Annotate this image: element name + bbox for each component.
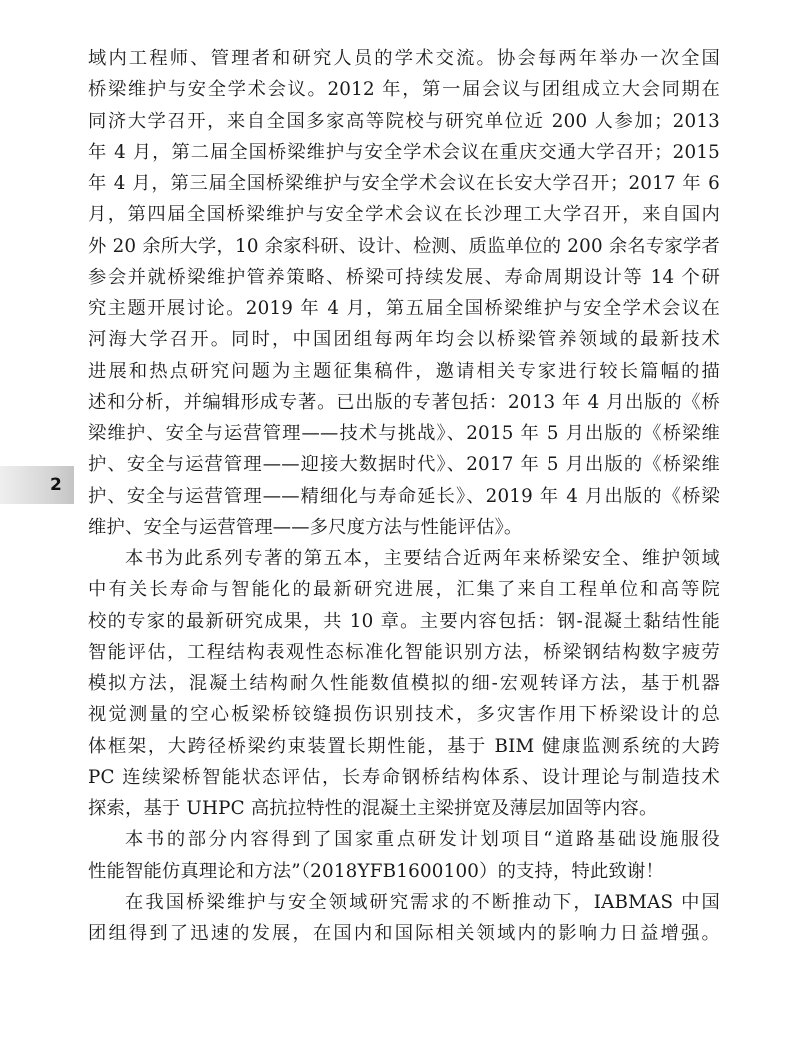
text-line: 探索，基于 UHPC 高抗拉特性的混凝土主梁拼宽及薄层加固等内容。	[88, 798, 658, 819]
text-line: 参会并就桥梁维护管养策略、桥梁可持续发展、寿命周期设计等 14 个研	[88, 266, 720, 288]
text-line: 年 4 月，第三届全国桥梁维护与安全学术会议在长安大学召开；2017 年 6	[88, 173, 720, 194]
text-line: 梁维护、安全与运营管理——技术与挑战》、2015 年 5 月出版的《桥梁维	[88, 423, 720, 444]
text-line: 性能智能仿真理论和方法”（2018YFB1600100）的支持，特此致谢！	[88, 860, 664, 882]
text-line: 述和分析，并编辑形成专著。已出版的专著包括：2013 年 4 月出版的《桥	[88, 391, 720, 413]
text-line: 究主题开展讨论。2019 年 4 月，第五届全国桥梁维护与安全学术会议在	[88, 298, 720, 319]
text-line: 模拟方法，混凝土结构耐久性能数值模拟的细-宏观转译方法，基于机器	[88, 673, 720, 694]
text-line: 视觉测量的空心板梁桥铰缝损伤识别技术，多灾害作用下桥梁设计的总	[88, 704, 720, 726]
page-number-tab	[0, 466, 74, 504]
text-line: 体框架，大跨径桥梁约束装置长期性能，基于 BIM 健康监测系统的大跨	[88, 735, 720, 757]
text-line: PC 连续梁桥智能状态评估，长寿命钢桥结构体系、设计理论与制造技术	[88, 766, 720, 788]
text-line: 维护、安全与运营管理——多尺度方法与性能评估》。	[88, 516, 523, 538]
page-number: 2	[50, 475, 62, 495]
text-line: 本书为此系列专著的第五本，主要结合近两年来桥梁安全、维护领域	[125, 548, 720, 569]
text-line: 外 20 余所大学，10 余家科研、设计、检测、质监单位的 200 余名专家学者	[88, 235, 720, 257]
body-text	[88, 43, 720, 949]
text-line: 团组得到了迅速的发展，在国内和国际相关领域内的影响力日益增强。	[88, 923, 720, 944]
text-line: 本书的部分内容得到了国家重点研发计划项目“道路基础设施服役	[125, 829, 720, 851]
text-line: 在我国桥梁维护与安全领域研究需求的不断推动下，IABMAS 中国	[125, 891, 720, 913]
text-line: 同济大学召开，来自全国多家高等院校与研究单位近 200 人参加；2013	[88, 110, 720, 132]
text-line: 智能评估，工程结构表观性态标准化智能识别方法，桥梁钢结构数字疲劳	[88, 641, 720, 663]
text-line: 进展和热点研究问题为主题征集稿件，邀请相关专家进行较长篇幅的描	[88, 360, 720, 382]
text-line: 护、安全与运营管理——迎接大数据时代》、2017 年 5 月出版的《桥梁维	[88, 454, 720, 476]
text-line: 中有关长寿命与智能化的最新研究进展，汇集了来自工程单位和高等院	[88, 579, 720, 601]
text-line: 护、安全与运营管理——精细化与寿命延长》、2019 年 4 月出版的《桥梁	[88, 485, 720, 507]
text-line: 桥梁维护与安全学术会议。2012 年，第一届会议与团组成立大会同期在	[88, 79, 720, 101]
text-line: 河海大学召开。同时，中国团组每两年均会以桥梁管养领域的最新技术	[88, 329, 720, 351]
text-line: 年 4 月，第二届全国桥梁维护与安全学术会议在重庆交通大学召开；2015	[88, 141, 720, 163]
text-line: 域内工程师、管理者和研究人员的学术交流。协会每两年举办一次全国	[88, 48, 720, 69]
text-line: 月，第四届全国桥梁维护与安全学术会议在长沙理工大学召开，来自国内	[88, 204, 720, 226]
text-line: 校的专家的最新研究成果，共 10 章。主要内容包括：钢-混凝土黏结性能	[88, 610, 720, 632]
